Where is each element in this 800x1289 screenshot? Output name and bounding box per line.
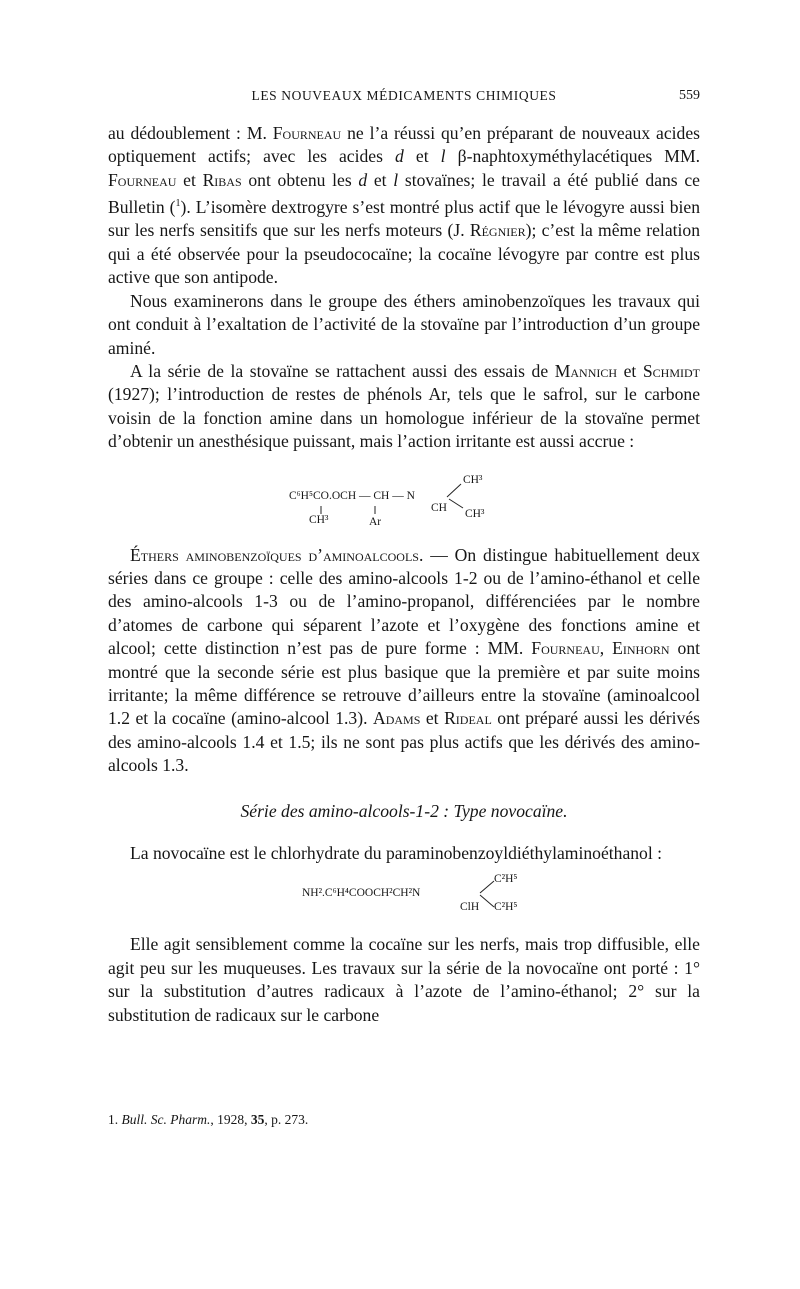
paragraph-3: A la série de la stovaïne se rattachent aussi des essais de Mannich et Schmidt (1927); l’introduction de restes de phénols Ar, tels que le safrol, sur le carbone voisin de la fonction amine dans un homologue inférieur de la stovaïne permet d’obtenir un anesthésique puissant, mais l’action irritante est aussi accrue : (108, 360, 700, 452)
formula-ch-mid: CH (431, 501, 447, 514)
formula-c2h5-top: C²H⁵ (494, 873, 518, 886)
author-name: Einhorn (612, 638, 670, 659)
paragraph-4: Éthers aminobenzoïques d’aminoalcools. — On distingue habituellement deux séries dans ce groupe : celle des amino-alcools 1-2 ou de l’amino-éthanol et celle des amino-alcools 1-3 ou de l’amino-propanol, différenciées par le nombre d’atomes de carbone qui séparent l’azote et l’oxygène des fonctions amine et alcool; cette distinction n’est pas de pure forme : MM. Fourneau, Einhorn ont montré que la seconde série est plus basique que la première et par suite moins irritante; la même différence se retrouve d’ailleurs entre la stovaïne (aminoalcool 1.2 et la cocaïne (amino-alcool 1.3). Adams et Rideal ont préparé aussi les dérivés des amino-alcools 1.4 et 1.5; ils ne sont pas plus actifs que les dérivés des amino-alcools 1.3. (108, 544, 701, 776)
subheading-lead: Éthers aminobenzoïques d’aminoalcools. (130, 544, 424, 565)
formula-ar: Ar (369, 515, 382, 528)
paragraph-2: Nous examinerons dans le groupe des éthers aminobenzoïques les travaux qui ont conduit à l’exaltation de l’activité de la stovaïne par l’introduction d’un groupe aminé. (108, 290, 700, 358)
formula-ch3-right: CH³ (465, 507, 485, 520)
author-name: Schmidt (642, 360, 700, 381)
formula-c2h5-bottom: C²H⁵ (494, 901, 518, 914)
formula-main: NH².C⁶H⁴COOCH²CH²N (302, 887, 421, 900)
footnote: 1. Bull. Sc. Pharm., 1928, 35, p. 273. (108, 1112, 309, 1127)
author-name: Rideal (444, 708, 492, 729)
body-text (108, 122, 700, 1027)
chemical-formula-2 (284, 871, 524, 923)
author-name: Adams (372, 708, 421, 729)
author-name: Fourneau (272, 123, 342, 143)
formula-clh: ClH (460, 901, 480, 914)
chemical-formula-1 (289, 468, 519, 536)
formula-ch3-left: CH³ (309, 513, 329, 526)
formula-main: C⁶H⁵CO.OCH — CH — N (289, 489, 415, 502)
footnote-ref: 1 (175, 198, 181, 210)
page-number: 559 (679, 88, 700, 103)
author-name: Fourneau (108, 169, 177, 190)
author-name: Régnier (469, 220, 526, 241)
running-title: LES NOUVEAUX MÉDICAMENTS CHIMIQUES (251, 88, 557, 103)
author-name: Ribas (202, 169, 242, 190)
section-heading: Série des amino-alcools-1-2 : Type novocaïne. (240, 800, 568, 821)
formula-ch3-top: CH³ (463, 473, 483, 486)
paragraph-6: Elle agit sensiblement comme la cocaïne sur les nerfs, mais trop diffusible, elle agit peu sur les muqueuses. Les travaux sur la série de la novocaïne ont porté : 1° sur la substitution d’autres radicaux à l’azote de l’amino-éthanol; 2° sur la substitution de radicaux sur le carbone (108, 934, 700, 1025)
running-header (108, 86, 700, 108)
paragraph-1: au dédoublement : M. Fourneau ne l’a réussi qu’en préparant de nouveaux acides optiquement actifs; avec les acides d et l β-naphtoxyméthylacétiques MM. Fourneau et Ribas ont obtenu les d et l stovaïnes; le travail a été publié dans ce Bulletin ($^1$). L’isomère dextrogyre s’est montré plus actif que le lévogyre aussi bien sur les nerfs sensitifs que sur les nerfs moteurs (J. Régnier); c’est la même relation qui a été observée pour la pseudococaïne; la cocaïne lévogyre par contre est plus active que son antipode. (108, 123, 701, 288)
author-name: Fourneau (531, 638, 600, 659)
author-name: Mannich (554, 360, 618, 381)
paragraph-5: La novocaïne est le chlorhydrate du paraminobenzoyldiéthylaminoéthanol : (130, 843, 663, 864)
